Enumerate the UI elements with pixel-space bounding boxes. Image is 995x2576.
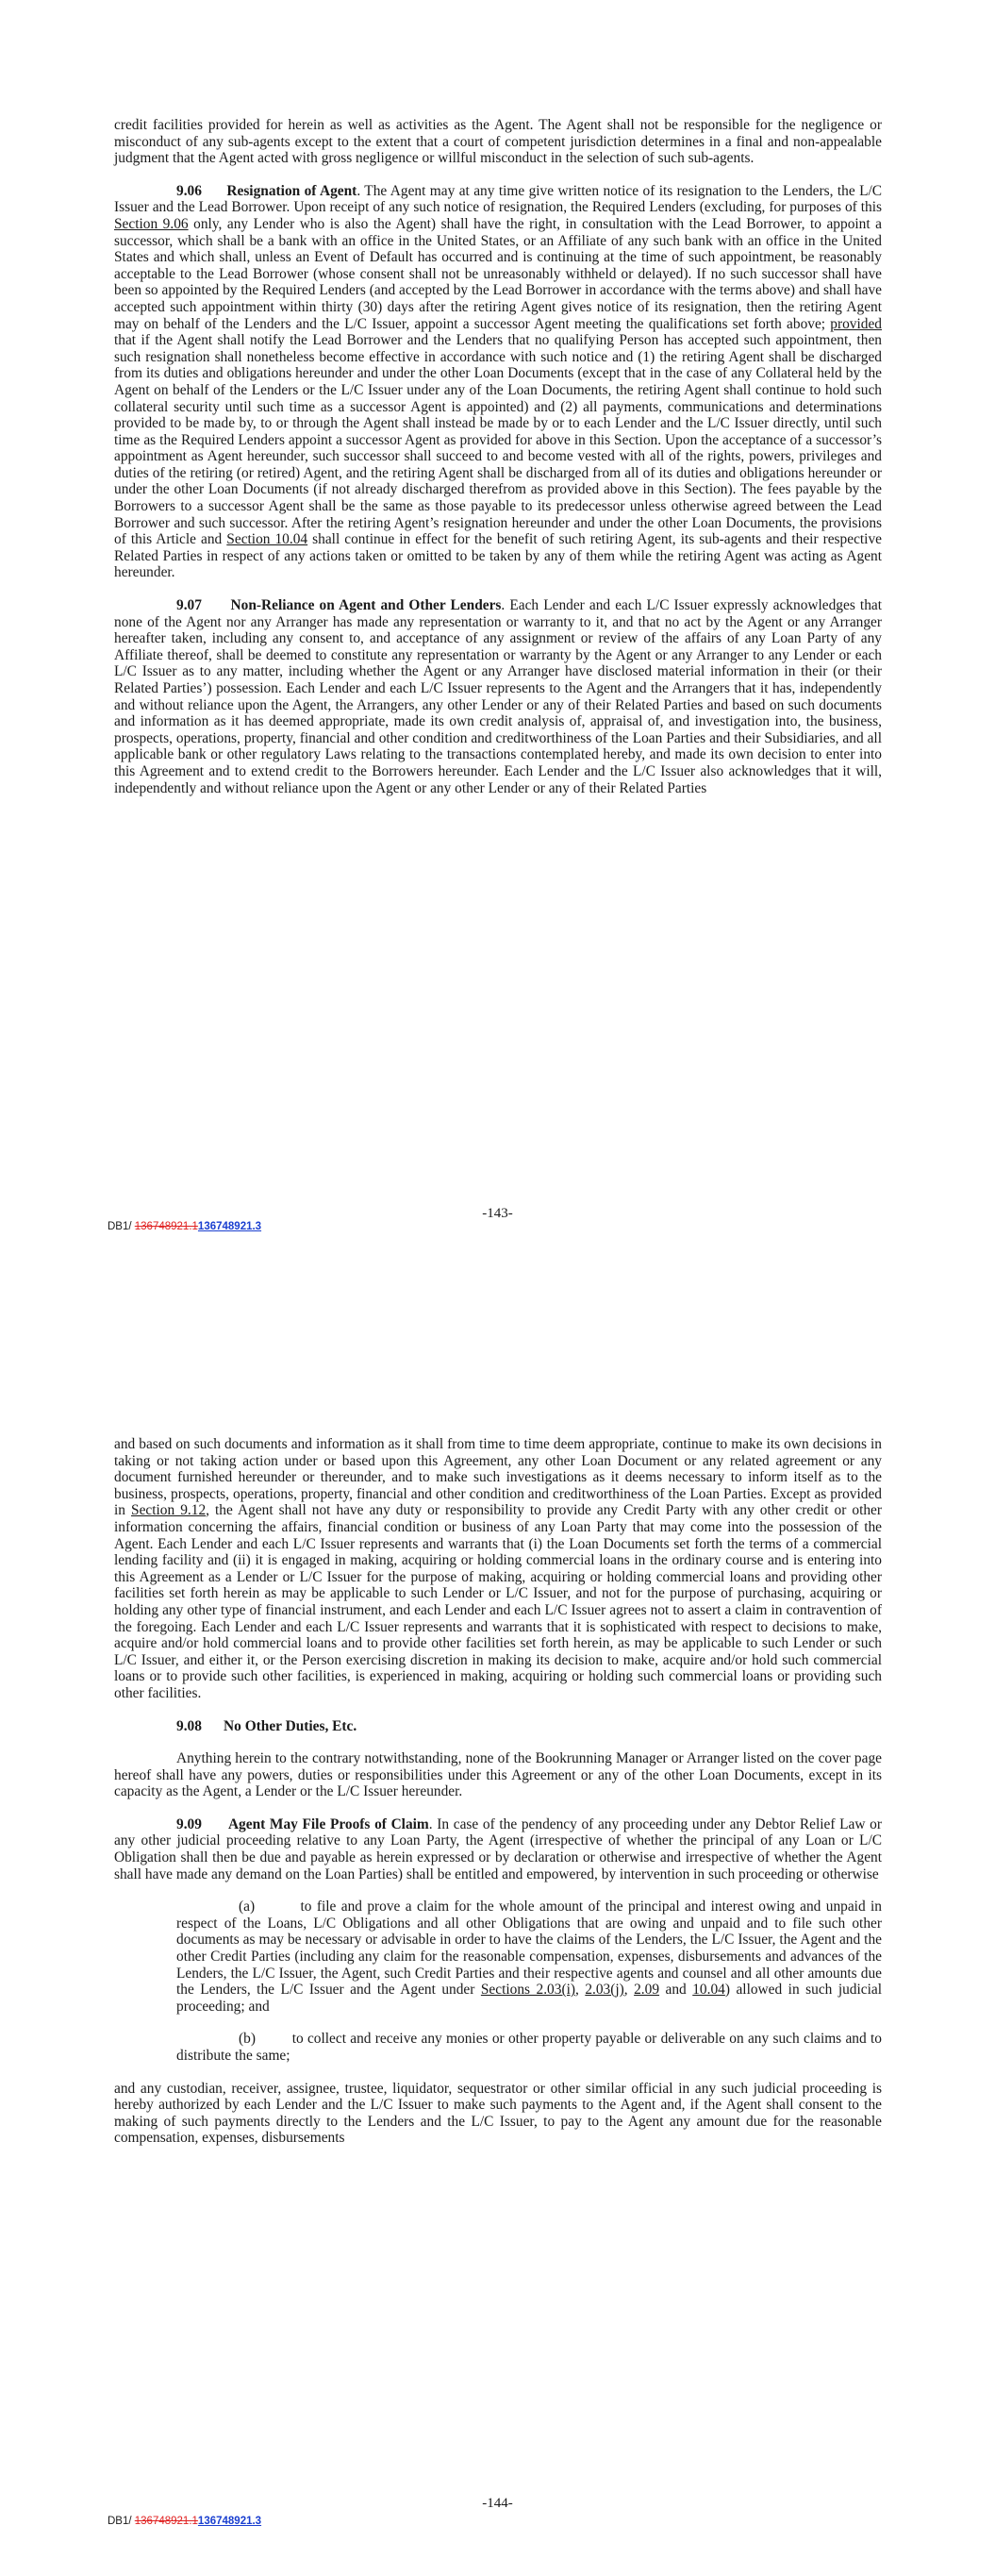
section-9-07-number: 9.07 bbox=[176, 597, 202, 614]
section-9-06 bbox=[114, 183, 882, 581]
section-9-06-text-4: shall continue in effect for the benefit of such retiring Agent, its sub-agents and their respective Related Parties in respect of any actions taken or omitted to be taken by any of them while the retiring Agent was acting as Agent hereunder. bbox=[114, 531, 882, 581]
page-143-body bbox=[114, 117, 882, 796]
document-page-143 bbox=[0, 0, 995, 1274]
section-9-09-text: . In case of the pendency of any proceeding under any Debtor Relief Law or any other judicial proceeding relative to any Loan Party, the Agent (irrespective of whether the principal of any Loan or L/C Obligation shall then be due and payable as herein expressed or by declaration or otherwise and irrespective of whether the Agent shall have made any demand on the Loan Parties) shall be entitled and empowered, by intervention in such proceeding or otherwise bbox=[114, 1815, 882, 1882]
carryover-text-1: and based on such documents and information as it shall from time to time deem appropriate, continue to make its own decisions in taking or not taking action under or based upon this Agreement, any other Loan Document or any related agreement or any document furnished hereunder or thereunder, and to make such investigations as it deems necessary to inform itself as to the business, prospects, operations, property, financial and other condition and creditworthiness of the Loan Parties. Except as provided in bbox=[114, 1436, 882, 1519]
section-9-09-heading: Agent May File Proofs of Claim bbox=[227, 1815, 429, 1832]
document-id-footer bbox=[108, 2516, 261, 2527]
clause-a-label: (a) bbox=[239, 1899, 256, 1915]
section-9-06-text-2: only, any Lender who is also the Agent) shall have the right, in consultation with the Lead Borrower, to appoint a successor, which shall be a bank with an office in the United States, or an Affiliate of any such bank with an office in the United States and which shall, unless an Event of Default has occurred and is continuing at the time of such appointment, be reasonably acceptable to the Lead Borrower (whose consent shall not be unreasonably withheld or delayed). If no such successor shall have been so appointed by the Required Lenders (and accepted by the Lead Borrower in accordance with the terms above) and shall have accepted such appointment within thirty (30) days after the retiring Agent gives notice of its resignation, then the retiring Agent may on behalf of the Lenders and the L/C Issuer, appoint a successor Agent meeting the qualifications set forth above; bbox=[114, 215, 882, 332]
page-144-body bbox=[114, 1436, 882, 2147]
footer-prefix: DB1/ bbox=[108, 2516, 135, 2527]
section-9-08-body: Anything herein to the contrary notwithstanding, none of the Bookrunning Manager or Arranger listed on the cover page hereof shall have any powers, duties or responsibilities under this Agreement or any of the other Loan Documents, except in its capacity as the Agent, a Lender or the L/C Issuer hereunder. bbox=[114, 1750, 882, 1800]
carryover-paragraph: credit facilities provided for herein as well as activities as the Agent. The Agent shall not be responsible for the negligence or misconduct of any sub-agents except to the extent that a court of competent jurisdiction determines in a final and non-appealable judgment that the Agent acted with gross negligence or willful misconduct in the selection of such sub-agents. bbox=[114, 117, 882, 167]
clause-a bbox=[176, 1899, 882, 2015]
section-2-09-ref-link[interactable]: 2.09 bbox=[634, 1982, 660, 1999]
page-number: -144- bbox=[482, 2496, 513, 2511]
inserted-doc-id: 136748921.3 bbox=[197, 1221, 262, 1232]
section-9-06-text-1: . The Agent may at any time give written notice of its resignation to the Lenders, the L/C Issuer and the Lead Borrower. Upon receipt of any such notice of resignation, the Required Lenders (excluding, for purposes of this bbox=[114, 182, 883, 216]
section-9-12-ref-link[interactable]: Section 9.12 bbox=[131, 1502, 207, 1519]
clause-b-label: (b) bbox=[239, 2031, 256, 2048]
deleted-doc-id: 136748921.1 bbox=[134, 2516, 198, 2527]
carryover-paragraph bbox=[114, 1436, 882, 1702]
page-number: -143- bbox=[482, 1206, 513, 1221]
section-9-08-heading-line bbox=[176, 1718, 882, 1735]
section-9-07 bbox=[114, 597, 882, 796]
clause-b-text: to collect and receive any monies or other property payable or deliverable on any such claims and to distribute the same; bbox=[176, 2031, 882, 2064]
clause-b bbox=[176, 2031, 882, 2064]
document-id-footer bbox=[108, 1221, 261, 1232]
section-2-03-j-ref-link[interactable]: 2.03(j) bbox=[585, 1982, 624, 1999]
section-10-04-ref-link[interactable]: Section 10.04 bbox=[226, 531, 308, 548]
clause-a-text: to file and prove a claim for the whole amount of the principal and interest owing and unpaid in respect of the Loans, L/C Obligations and all other Obligations that are owing and unpaid and to file such other documents as may be necessary or advisable in order to have the claims of the Lenders, the L/C Issuer, the Agent and the other Credit Parties (including any claim for the reasonable compensation, expenses, disbursements and advances of the Lenders, the L/C Issuer, the Agent, such Credit Parties and their respective agents and counsel and all other amounts due the Lenders, the L/C Issuer and the Agent under bbox=[176, 1899, 882, 1999]
carryover-text-2: , the Agent shall not have any duty or responsibility to provide any Credit Party with any other credit or other information concerning the affairs, financial condition or business of any Loan Party that may come into the possession of the Agent. Each Lender and each L/C Issuer represents and warrants that (i) the Loan Documents set forth the terms of a commercial lending facility and (ii) it is engaged in making, acquiring or holding commercial loans in the ordinary course and is entering into this Agreement as a Lender or L/C Issuer for the purpose of making, acquiring or holding commercial loans and providing other facilities set forth herein as may be applicable to such Lender or L/C Issuer, and not for the purpose of purchasing, acquiring or holding any other type of financial instrument, and each Lender and each L/C Issuer agrees not to assert a claim in contravention of the foregoing. Each Lender and each L/C Issuer represents and warrants that it is sophisticated with respect to decisions to make, acquire and/or hold commercial loans and to provide other facilities set forth herein, as may be applicable to such Lender or such L/C Issuer, and either it, or the Person exercising discretion in making its decision to make, acquire and/or hold such commercial loans or to provide such other facilities, is experienced in making, acquiring or holding such commercial loans or providing such other facilities. bbox=[114, 1502, 883, 1701]
document-page-144 bbox=[0, 1359, 995, 2576]
section-9-06-text-3: that if the Agent shall notify the Lead Borrower and the Lenders that no qualifying Person has accepted such appointment, then such resignation shall nonetheless become effective in accordance with such notice and (1) the retiring Agent shall be discharged from its duties and obligations hereunder and under the other Loan Documents (except that in the case of any Collateral held by the Agent on behalf of the Lenders or the L/C Issuer under any of the Loan Documents, the retiring Agent shall continue to hold such collateral security until such time as a successor Agent is appointed) and (2) all payments, communications and determinations provided to be made by, to or through the Agent shall instead be made by or to each Lender and the L/C Issuer directly, until such time as the Required Lenders appoint a successor Agent as provided for above in this Section. Upon the acceptance of a successor’s appointment as Agent hereunder, such successor shall succeed to and become vested with all of the rights, powers, privileges and duties of the retiring (or retired) Agent, and the retiring Agent shall be discharged from all of its duties and obligations hereunder or under the other Loan Documents (if not already discharged therefrom as provided above in this Section). The fees payable by the Borrowers to a successor Agent shall be the same as those payable to its predecessor unless otherwise agreed between the Lead Borrower and such successor. After the retiring Agent’s resignation hereunder and under the other Loan Documents, the provisions of this Article and bbox=[114, 332, 882, 548]
section-9-07-heading: Non-Reliance on Agent and Other Lenders bbox=[230, 597, 502, 614]
section-9-06-ref-link[interactable]: Section 9.06 bbox=[114, 215, 189, 232]
section-9-09-tail: and any custodian, receiver, assignee, trustee, liquidator, sequestrator or other similar official in any such judicial proceeding is hereby authorized by each Lender and the L/C Issuer to make such payments to the Agent and, if the Agent shall consent to the making of such payments directly to the Lenders and the L/C Issuer, to pay to the Agent any amount due for the reasonable compensation, expenses, disbursements bbox=[114, 2080, 882, 2147]
clause-a-sep-1: , bbox=[574, 1982, 586, 1999]
clause-a-sep-2: , bbox=[623, 1982, 635, 1999]
provided-term: provided bbox=[830, 315, 882, 332]
clause-a-sep-3: and bbox=[659, 1982, 693, 1999]
section-9-06-heading: Resignation of Agent bbox=[226, 182, 357, 199]
section-10-04-ref-link[interactable]: 10.04 bbox=[692, 1982, 725, 1999]
section-9-09-number: 9.09 bbox=[176, 1815, 202, 1832]
section-9-08-heading: No Other Duties, Etc. bbox=[224, 1717, 357, 1734]
deleted-doc-id: 136748921.1 bbox=[134, 1221, 198, 1232]
footer-prefix: DB1/ bbox=[108, 1221, 135, 1232]
inserted-doc-id: 136748921.3 bbox=[197, 2516, 262, 2527]
section-2-03-i-ref-link[interactable]: Sections 2.03(i) bbox=[480, 1982, 575, 1999]
section-9-07-text: . Each Lender and each L/C Issuer expressly acknowledges that none of the Agent nor any Arranger has made any representation or warranty to it, and that no act by the Agent or any Arranger hereafter taken, including any consent to, and acceptance of any assignment or review of the affairs of any Loan Party of any Affiliate thereof, shall be deemed to constitute any representation or warranty by the Agent or any Arranger to any Lender or each L/C Issuer as to any matter, including whether the Agent or any Arranger have disclosed material information in their (or their Related Parties’) possession. Each Lender and each L/C Issuer represents to the Agent and the Arrangers that it has, independently and without reliance upon the Agent, the Arrangers, any other Lender or any of their Related Parties and based on such documents and information as it has deemed appropriate, made its own credit analysis of, appraisal of, and investigation into, the business, prospects, operations, property, financial and other condition and creditworthiness of the Loan Parties and their Subsidiaries, and all applicable bank or other regulatory Laws relating to the transactions contemplated hereby, and made its own decision to enter into this Agreement and to extend credit to the Borrowers hereunder. Each Lender and the L/C Issuer also acknowledges that it will, independently and without reliance upon the Agent or any other Lender or any of their Related Parties bbox=[114, 597, 883, 796]
section-9-06-number: 9.06 bbox=[176, 182, 202, 199]
section-9-09 bbox=[114, 1816, 882, 1882]
section-9-08-number: 9.08 bbox=[176, 1717, 202, 1734]
clause-a-end: ) allowed in such judicial proceeding; and bbox=[176, 1982, 882, 2015]
